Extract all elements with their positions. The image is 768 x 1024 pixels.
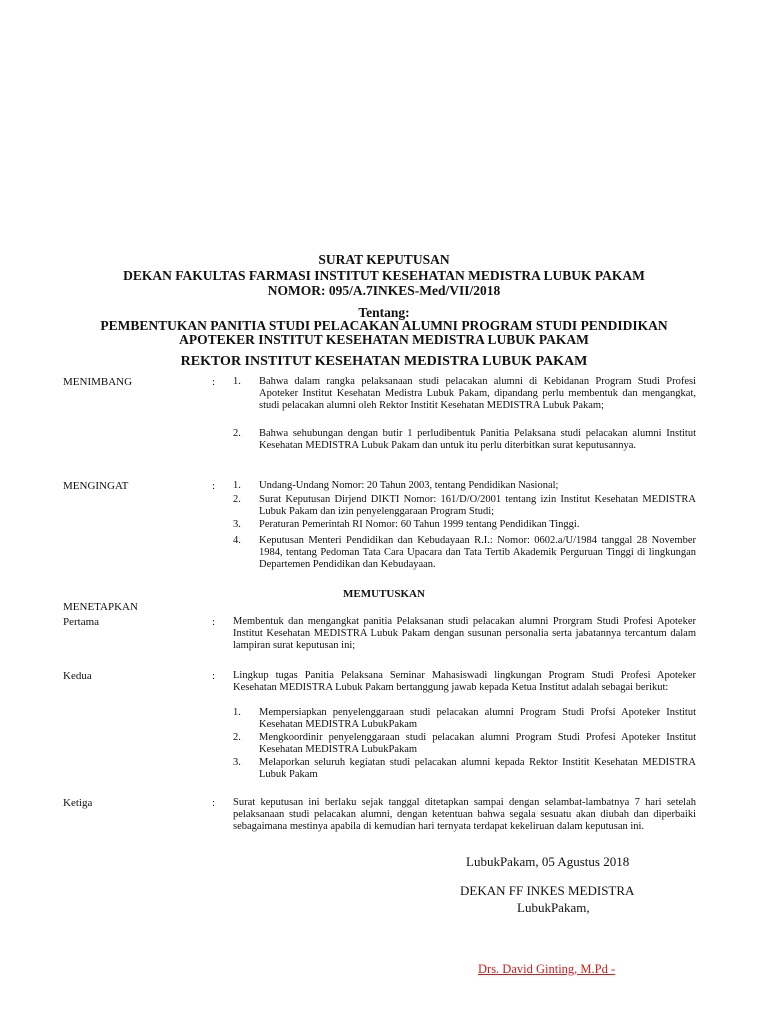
- menimbang-item-2-num: 2.: [233, 428, 241, 439]
- menimbang-item-1-num: 1.: [233, 376, 241, 387]
- kedua-item-1-text: Mempersiapkan penyelenggaraan studi pelacakan alumni Program Studi Profsi Apoteker Institut Kesehatan MEDISTRA LubukPakam: [259, 707, 696, 730]
- subject-line-1: PEMBENTUKAN PANITIA STUDI PELACAKAN ALUMNI PROGRAM STUDI PENDIDIKAN: [100, 318, 668, 333]
- mengingat-item-2-num: 2.: [233, 494, 241, 505]
- mengingat-label: MENGINGAT: [63, 480, 129, 492]
- pertama-text: Membentuk dan mengangkat panitia Pelaksanan studi pelacakan alumni Prorgram Studi Profesi Apoteker Institut Kesehatan MEDISTRA Lubuk Pakam dengan susunan personalia serta jabatannya tercantum dalam lampiran surat keputusan ini;: [233, 616, 696, 651]
- doc-number: NOMOR: 095/A.7INKES-Med/VII/2018: [267, 283, 501, 298]
- kedua-item-3-num: 3.: [233, 757, 241, 768]
- menimbang-item-1-text: Bahwa dalam rangka pelaksanaan studi pelacakan alumni di Kebidanan Program Studi Profesi Apoteker Institut Kesehatan Medistra Lubuk Pakam, dipandang perlu membentuk dan mengangkat, studi pelacakan alumni oleh Rektor Institit Kesehatan MEDISTRA Lubuk Pakam;: [259, 376, 696, 411]
- menetapkan-label: MENETAPKAN: [63, 601, 138, 613]
- kedua-item-2-text: Mengkoordinir penyelenggaraan studi pelacakan alumni Program Studi Profesi Apoteker Institut Kesehatan MEDISTRA LubukPakam: [259, 732, 696, 755]
- ketiga-label: Ketiga: [63, 797, 93, 809]
- doc-title: SURAT KEPUTUSAN: [318, 252, 450, 267]
- menimbang-colon: :: [212, 376, 216, 388]
- kedua-item-2-num: 2.: [233, 732, 241, 743]
- menimbang-label: MENIMBANG: [63, 376, 133, 388]
- mengingat-item-4-num: 4.: [233, 535, 241, 546]
- kedua-intro: Lingkup tugas Panitia Pelaksana Seminar Mahasiswadi lingkungan Program Studi Profesi Apoteker Kesehatan MEDISTRA Lubuk Pakam bertanggung jawab kepada Ketua Institut adalah sebagai berikut:: [233, 670, 696, 693]
- mengingat-item-4-text: Keputusan Menteri Pendidikan dan Kebudayaan R.I.: Nomor: 0602.a/U/1984 tanggal 28 November 1984, tentang Pedoman Tata Cara Upacara dan Tata Tertib Akademik Perguruan Tinggi di lingkungan Departemen Pendidikan dan Kebudayaan.: [259, 535, 696, 570]
- ketiga-colon: :: [212, 797, 216, 809]
- about-label: Tentang:: [358, 305, 410, 320]
- signer-city: LubukPakam,: [517, 900, 590, 915]
- mengingat-item-3-num: 3.: [233, 519, 241, 530]
- mengingat-item-3-text: Peraturan Pemerintah RI Nomor: 60 Tahun 1999 tentang Pendidikan Tinggi.: [259, 519, 580, 530]
- kedua-colon: :: [212, 670, 216, 682]
- kedua-label: Kedua: [63, 670, 92, 682]
- menimbang-item-2-text: Bahwa sehubungan dengan butir 1 perludibentuk Panitia Pelaksana studi pelacakan alumni Institut Kesehatan MEDISTRA Lubuk Pakam dan untuk itu perlu diterbitkan surat keputusannya.: [259, 428, 696, 451]
- mengingat-item-2-text: Surat Keputusan Dirjend DIKTI Nomor: 161/D/O/2001 tentang izin Institut Kesehatan MEDISTRA Lubuk Pakam dan izin penyelenggaraan Program Studi;: [259, 494, 696, 517]
- doc-issuer: DEKAN FAKULTAS FARMASI INSTITUT KESEHATAN MEDISTRA LUBUK PAKAM: [123, 268, 645, 283]
- place-date: LubukPakam, 05 Agustus 2018: [466, 854, 630, 869]
- signer-position: DEKAN FF INKES MEDISTRA: [460, 883, 635, 898]
- subject-line-2: APOTEKER INSTITUT KESEHATAN MEDISTRA LUBUK PAKAM: [179, 332, 589, 347]
- mengingat-colon: :: [212, 480, 216, 492]
- ketiga-text: Surat keputusan ini berlaku sejak tanggal ditetapkan sampai dengan selambat-lambatnya 7 hari setelah pelaksanaan studi pelacakan alumni, dengan ketentuan bahwa segala sesuatu akan diubah dan diperbaiki sebagaimana mestinya apabila di kemudian hari ternyata terdapat kekeliruan dalam keputusan ini.: [233, 797, 696, 832]
- mengingat-item-1-num: 1.: [233, 480, 241, 491]
- pertama-label: Pertama: [63, 616, 100, 628]
- kedua-item-1-num: 1.: [233, 707, 241, 718]
- mengingat-item-1-text: Undang-Undang Nomor: 20 Tahun 2003, tentang Pendidikan Nasional;: [259, 480, 559, 491]
- signer-name: Drs. David Ginting, M.Pd -: [478, 962, 616, 976]
- kedua-item-3-text: Melaporkan seluruh kegiatan studi pelacakan alumni kepada Rektor Institit Kesehatan MEDISTRA Lubuk Pakam: [259, 757, 696, 780]
- memutuskan-heading: MEMUTUSKAN: [343, 588, 425, 600]
- authority-heading: REKTOR INSTITUT KESEHATAN MEDISTRA LUBUK PAKAM: [180, 354, 588, 369]
- pertama-colon: :: [212, 616, 216, 628]
